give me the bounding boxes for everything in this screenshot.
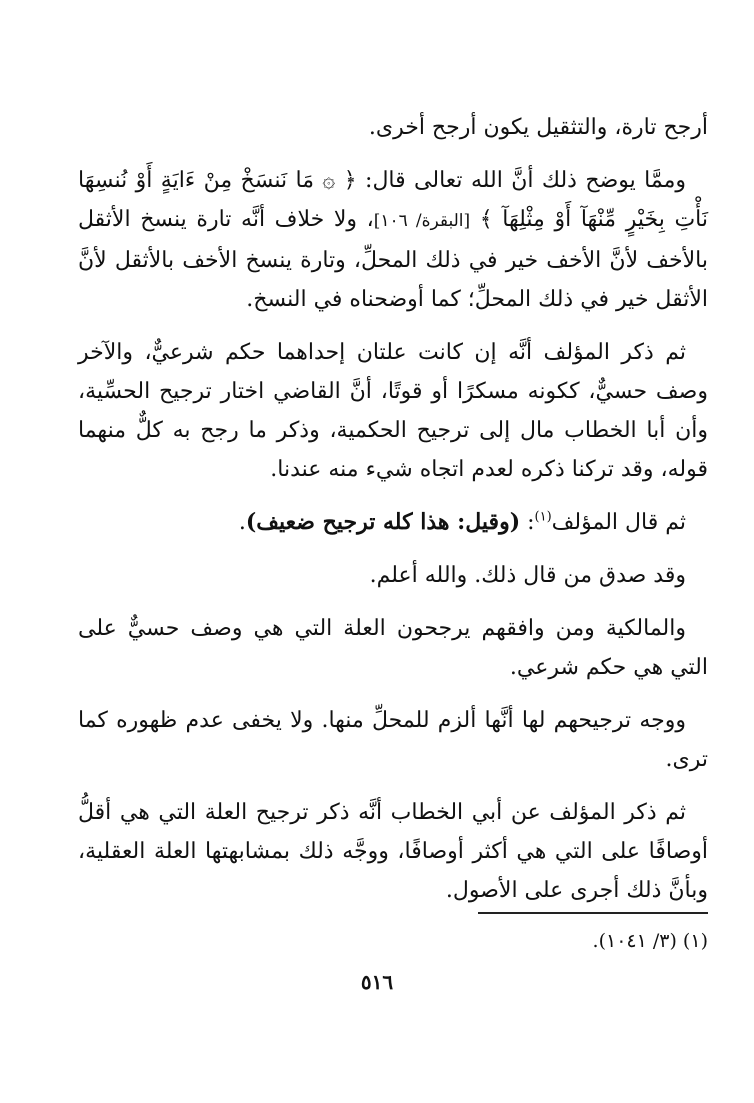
footnote-marker: (١) bbox=[534, 509, 552, 525]
paragraph-5-text: وقد صدق من قال ذلك. والله أعلم. bbox=[369, 563, 686, 588]
paragraph-7 bbox=[78, 701, 708, 779]
paragraph-4-intro: ثم قال المؤلف bbox=[551, 510, 686, 535]
paragraph-2-rest: ، ولا خلاف أنَّه تارة ينسخ الأثقل بالأخف لأنَّ الأخف خير في ذلك المحلِّ، وتارة ينسخ الأخف بالأثقل لأنَّ الأثقل خير في ذلك المحلِّ؛ كما أوضحناه في النسخ. bbox=[78, 207, 708, 312]
paragraph-6-text: والمالكية ومن وافقهم يرجحون العلة التي هي وصف حسيٌّ على التي هي حكم شرعي. bbox=[78, 616, 708, 680]
paragraph-8 bbox=[78, 793, 708, 910]
footnote-text: (١) (٣/ ١٠٤١). bbox=[592, 930, 708, 952]
paragraph-2 bbox=[78, 161, 708, 319]
paragraph-2-intro: وممَّا يوضح ذلك أنَّ الله تعالى قال: bbox=[365, 168, 686, 193]
paragraph-4-colon: : bbox=[520, 510, 535, 535]
paragraph-7-text: ووجه ترجيحهم لها أنَّها ألزم للمحلِّ منها. ولا يخفى عدم ظهوره كما ترى. bbox=[78, 708, 708, 772]
paragraph-5 bbox=[78, 556, 708, 595]
footnote bbox=[78, 927, 708, 955]
quran-verse: ﴿ ۞ مَا نَنسَخْ مِنْ ءَايَةٍ أَوْ نُنسِهَا نَأْتِ بِخَيْرٍ مِّنْهَآ أَوْ مِثْلِهَآ ﴾ bbox=[78, 168, 708, 232]
paragraph-3-text: ثم ذكر المؤلف أنَّه إن كانت علتان إحداهما حكم شرعيٌّ، والآخر وصف حسيٌّ، ككونه مسكرًا أو قوتًا، أنَّ القاضي اختار ترجيح الحسِّية، وأن أبا الخطاب مال إلى ترجيح الحكمية، وذكر ما رجح به كلٌّ منهما قوله، وقد تركنا ذكره لعدم اتجاه شيء منه عندنا. bbox=[78, 340, 708, 482]
paragraph-1 bbox=[78, 108, 708, 147]
paragraph-6 bbox=[78, 609, 708, 687]
page-number: ٥١٦ bbox=[360, 970, 394, 994]
paragraph-4 bbox=[78, 503, 708, 542]
author-quote: (وقيل: هذا كله ترجيح ضعيف) bbox=[245, 509, 521, 535]
paragraph-3 bbox=[78, 333, 708, 489]
footnote-divider bbox=[478, 912, 708, 914]
paragraph-1-text: أرجح تارة، والتثقيل يكون أرجح أخرى. bbox=[368, 115, 708, 140]
page-body bbox=[78, 108, 708, 924]
paragraph-8-text: ثم ذكر المؤلف عن أبي الخطاب أنَّه ذكر ترجيح العلة التي هي أقلُّ أوصافًا على التي هي أكثر أوصافًا، ووجَّه ذلك بمشابهتها العلة العقلية، وبأنَّ ذلك أجرى على الأصول. bbox=[78, 800, 708, 903]
paragraph-4-end: . bbox=[238, 510, 246, 535]
verse-reference: [البقرة/ ١٠٦] bbox=[373, 211, 471, 231]
